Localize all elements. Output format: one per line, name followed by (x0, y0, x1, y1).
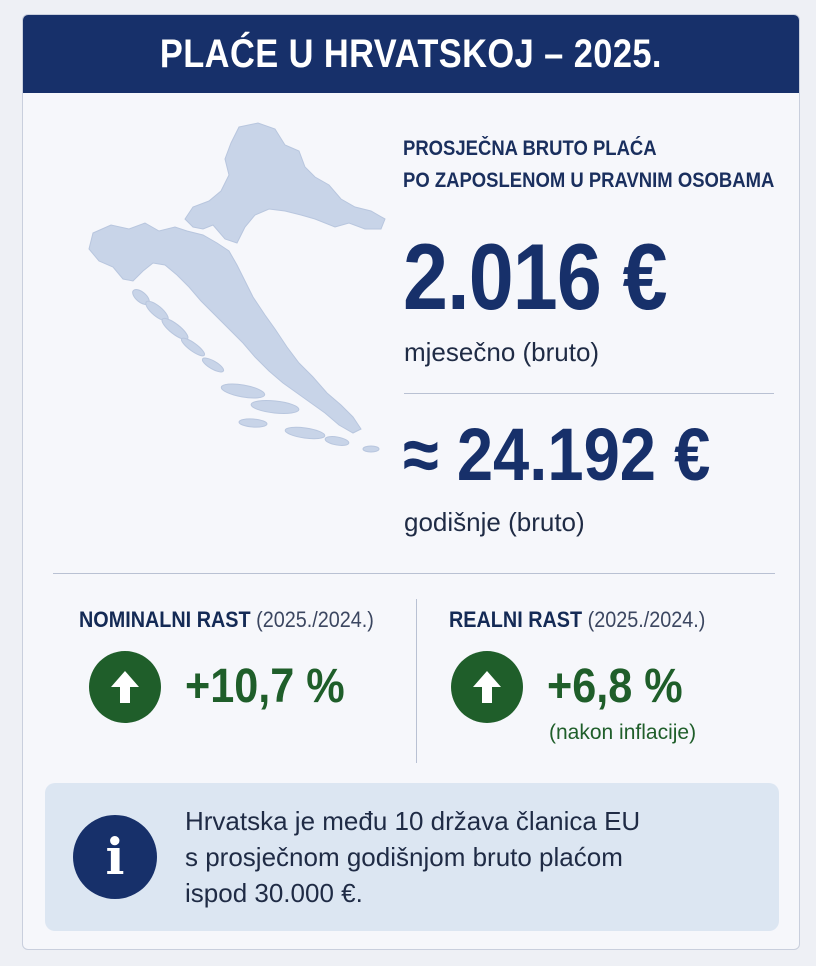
salary-subtitle (403, 133, 775, 197)
real-growth-note: (nakon inflacije) (549, 721, 697, 744)
real-growth-heading (449, 607, 705, 633)
info-line-3: ispod 30.000 €. (185, 878, 363, 908)
real-growth-value: +6,8 % (547, 660, 683, 713)
monthly-salary-label: mjesečno (bruto) (404, 337, 600, 367)
nominal-growth-label: NOMINALNI RAST (79, 607, 251, 632)
vertical-divider (416, 599, 417, 763)
section-divider (53, 573, 775, 574)
nominal-growth-value: +10,7 % (185, 660, 345, 713)
arrow-up-icon (451, 651, 523, 723)
divider (404, 393, 774, 394)
croatia-map-icon (53, 115, 393, 475)
monthly-salary-value: 2.016 € (403, 224, 667, 329)
arrow-up-icon (89, 651, 161, 723)
info-text (185, 803, 765, 911)
page-title: PLAĆE U HRVATSKOJ – 2025. (159, 31, 663, 76)
header-bar (23, 15, 799, 93)
infographic-card (22, 14, 800, 950)
real-growth-period: (2025./2024.) (587, 607, 706, 632)
nominal-growth-heading (79, 607, 374, 633)
info-line-1: Hrvatska je među 10 država članica EU (185, 806, 641, 836)
annual-salary-label: godišnje (bruto) (404, 507, 585, 537)
info-box (45, 783, 779, 931)
real-growth-label: REALNI RAST (449, 607, 583, 632)
subtitle-line-2: PO ZAPOSLENOM U PRAVNIM OSOBAMA (403, 169, 775, 192)
info-line-2: s prosječnom godišnjom bruto plaćom (185, 842, 623, 872)
subtitle-line-1: PROSJEČNA BRUTO PLAĆA (403, 137, 657, 160)
info-icon: i (73, 815, 157, 899)
nominal-growth-period: (2025./2024.) (256, 607, 374, 632)
annual-salary-value: ≈ 24.192 € (403, 413, 711, 496)
